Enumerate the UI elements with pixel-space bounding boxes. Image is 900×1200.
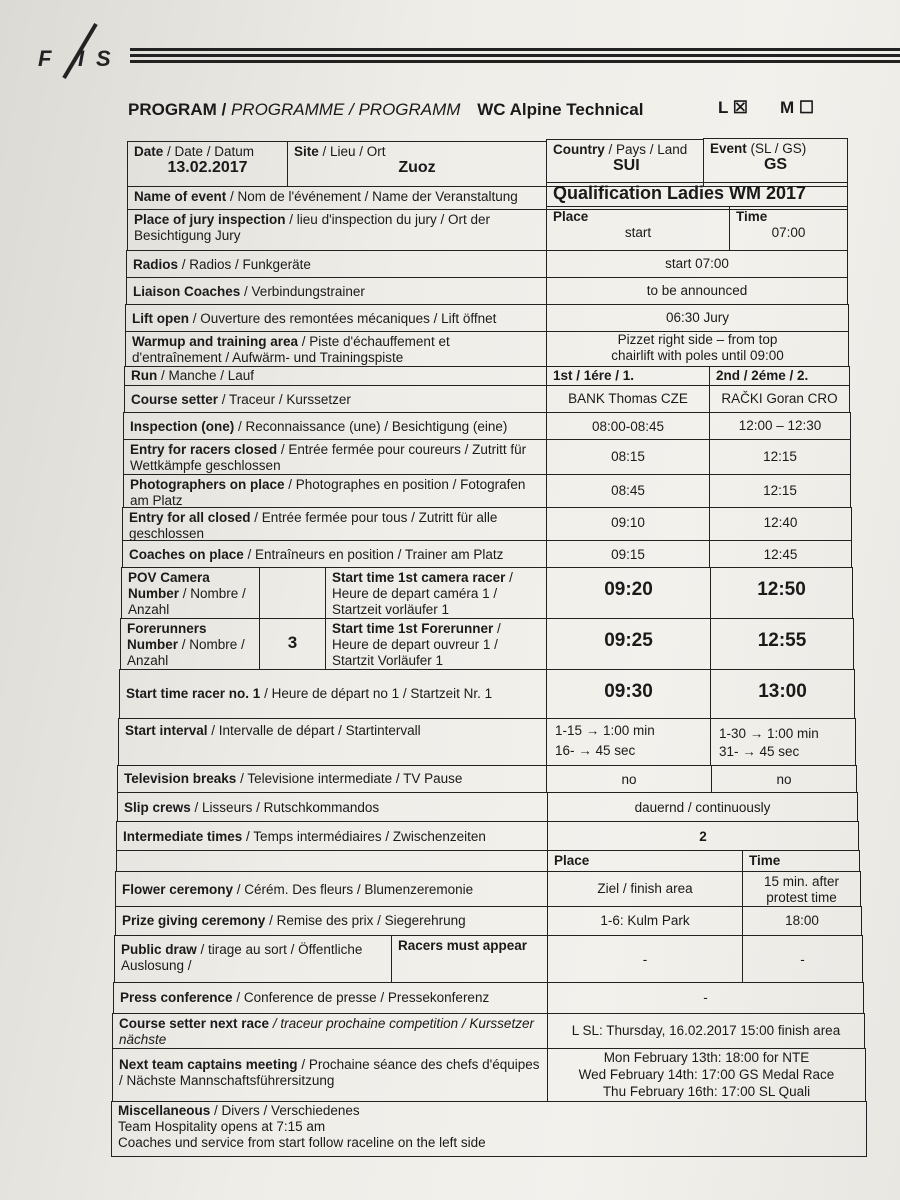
jury-time-cell: Time 07:00 bbox=[729, 206, 848, 251]
jury-time-value: 07:00 bbox=[771, 225, 806, 240]
draw-label: Public draw / tirage au sort / Öffentliche Auslosung / bbox=[114, 935, 392, 983]
pov-start-label: Start time 1st camera racer / Heure de depart caméra 1 / Startzeit vorläufer 1 bbox=[325, 567, 547, 619]
racer1-label: Start time racer no. 1 / Heure de départ no 1 / Startzeit Nr. 1 bbox=[119, 669, 547, 719]
name-of-event-value: Qualification Ladies WM 2017 bbox=[546, 182, 848, 210]
interval-1: 1-15 → 1:00 min 16- → 45 sec bbox=[546, 718, 711, 766]
lift-label: Lift open / Ouverture des remontées mécaniques / Lift öffnet bbox=[125, 304, 547, 332]
press-value: - bbox=[547, 982, 864, 1014]
entry-all-label: Entry for all closed / Entrée fermée pour tous / Zutritt für alle geschlossen bbox=[122, 507, 547, 541]
forerunner-1: 09:25 bbox=[546, 618, 711, 670]
prize-label: Prize giving ceremony / Remise des prix / Siegerehrung bbox=[115, 906, 548, 936]
captains-value: Mon February 13th: 18:00 for NTE Wed February 14th: 17:00 GS Medal Race Thu February 16th: 17:00 SL Quali bbox=[547, 1048, 866, 1102]
site-value: Zuoz bbox=[398, 159, 436, 176]
header-stripes bbox=[130, 48, 900, 66]
pov-1: 09:20 bbox=[546, 567, 711, 619]
pov-label: POV Camera Number / Nombre / Anzahl bbox=[121, 567, 260, 619]
next-setter-label: Course setter next race / traceur prochaine competition / Kurssetzer nächste bbox=[112, 1013, 548, 1049]
entry-racers-label: Entry for racers closed / Entrée fermée pour coureurs / Zutritt für Wettkämpfe geschlossen bbox=[123, 439, 547, 475]
date-cell: Date / Date / Datum 13.02.2017 bbox=[127, 141, 288, 187]
liaison-label: Liaison Coaches / Verbindungstrainer bbox=[126, 277, 547, 305]
document-title: WC Alpine Technical bbox=[477, 100, 644, 119]
forerunner-2: 12:55 bbox=[710, 618, 854, 670]
warmup-value: Pizzet right side – from top chairlift with poles until 09:00 bbox=[546, 331, 849, 367]
tv-1: no bbox=[546, 765, 712, 793]
photographers-label: Photographers on place / Photographes en position / Fotografen am Platz bbox=[123, 474, 547, 508]
misc-line-1: Team Hospitality opens at 7:15 am bbox=[118, 1119, 326, 1134]
prize-place: 1-6: Kulm Park bbox=[547, 906, 743, 936]
photographers-2: 12:15 bbox=[709, 474, 851, 508]
racer1-1: 09:30 bbox=[546, 669, 711, 719]
site-cell: Site / Lieu / Ort Zuoz bbox=[287, 141, 547, 187]
event-cell: Event (SL / GS) GS bbox=[703, 138, 848, 187]
forerunner-start-label: Start time 1st Forerunner / Heure de depart ouvreur 1 / Startzit Vorläufer 1 bbox=[325, 618, 547, 670]
coaches-2: 12:45 bbox=[709, 540, 852, 568]
run-2-head: 2nd / 2éme / 2. bbox=[709, 366, 850, 386]
interval-label: Start interval / Intervalle de départ / Startintervall bbox=[118, 718, 547, 766]
inspection-2: 12:00 – 12:30 bbox=[709, 412, 851, 440]
radios-value: start 07:00 bbox=[546, 250, 848, 278]
m-checkbox[interactable]: M ☐ bbox=[780, 98, 815, 117]
place-head: Place bbox=[547, 850, 743, 872]
slip-value: dauernd / continuously bbox=[547, 792, 858, 822]
flower-label: Flower ceremony / Cérém. Des fleurs / Blumenzeremonie bbox=[115, 871, 548, 907]
date-value: 13.02.2017 bbox=[167, 159, 248, 176]
prize-time: 18:00 bbox=[742, 906, 862, 936]
pov-2: 12:50 bbox=[710, 567, 853, 619]
forerunners-count: 3 bbox=[259, 618, 326, 670]
tv-label: Television breaks / Televisione intermediate / TV Pause bbox=[117, 765, 547, 793]
inspection-label: Inspection (one) / Reconnaissance (une) / Besichtigung (eine) bbox=[123, 412, 547, 440]
interval-2: 1-30 → 1:00 min 31- → 45 sec bbox=[710, 718, 856, 766]
draw-time: - bbox=[742, 935, 863, 983]
intermediate-label: Intermediate times / Temps intermédiaires / Zwischenzeiten bbox=[116, 821, 548, 851]
name-of-event-label: Name of event / Nom de l'événement / Name der Veranstaltung bbox=[127, 186, 547, 210]
warmup-label: Warmup and training area / Piste d'échauffement et d'entraînement / Aufwärm- und Trainingspiste bbox=[125, 331, 547, 367]
draw-appear: Racers must appear bbox=[391, 935, 548, 983]
document-header bbox=[128, 100, 848, 120]
country-cell: Country / Pays / Land SUI bbox=[546, 139, 704, 187]
pov-count bbox=[259, 567, 326, 619]
course-setter-2: RAČKI Goran CRO bbox=[709, 385, 850, 413]
coaches-1: 09:15 bbox=[546, 540, 710, 568]
program-label: PROGRAM / bbox=[128, 100, 231, 119]
captains-label: Next team captains meeting / Prochaine séance des chefs d'équipes / Nächste Mannschaftsführersitzung bbox=[112, 1048, 548, 1102]
run-label: Run / Manche / Lauf bbox=[124, 366, 547, 386]
entry-racers-1: 08:15 bbox=[546, 439, 710, 475]
l-checkbox[interactable]: L ☒ bbox=[718, 98, 749, 117]
programme-label: PROGRAMME / PROGRAMM bbox=[230, 100, 461, 119]
liaison-value: to be announced bbox=[546, 277, 848, 305]
svg-text:F: F bbox=[38, 46, 52, 71]
flower-time: 15 min. after protest time bbox=[742, 871, 861, 907]
jury-place-cell: Place start bbox=[546, 206, 730, 251]
country-value: SUI bbox=[613, 157, 640, 174]
svg-text:I: I bbox=[78, 46, 85, 71]
photographers-1: 08:45 bbox=[546, 474, 710, 508]
flower-place: Ziel / finish area bbox=[547, 871, 743, 907]
event-value: GS bbox=[763, 156, 788, 173]
forerunners-label: Forerunners Number / Nombre / Anzahl bbox=[120, 618, 260, 670]
press-label: Press conference / Conference de presse / Pressekonferenz bbox=[113, 982, 548, 1014]
svg-text:S: S bbox=[96, 46, 111, 71]
course-setter-label: Course setter / Traceur / Kurssetzer bbox=[124, 385, 547, 413]
jury-place-value: start bbox=[624, 225, 652, 240]
coaches-label: Coaches on place / Entraîneurs en position / Trainer am Platz bbox=[122, 540, 547, 568]
next-setter-value: L SL: Thursday, 16.02.2017 15:00 finish area bbox=[547, 1013, 865, 1049]
misc-cell: Miscellaneous / Divers / Verschiedenes Team Hospitality opens at 7:15 am Coaches und service from start follow raceline on the left side bbox=[111, 1101, 867, 1157]
entry-all-1: 09:10 bbox=[546, 507, 710, 541]
time-head: Time bbox=[742, 850, 860, 872]
intermediate-value: 2 bbox=[547, 821, 859, 851]
blank-cell bbox=[116, 850, 548, 872]
draw-place: - bbox=[547, 935, 743, 983]
racer1-2: 13:00 bbox=[710, 669, 855, 719]
tv-2: no bbox=[711, 765, 857, 793]
jury-inspection-label: Place of jury inspection / lieu d'inspection du jury / Ort der Besichtigung Jury bbox=[127, 209, 547, 251]
lift-value: 06:30 Jury bbox=[546, 304, 849, 332]
slip-label: Slip crews / Lisseurs / Rutschkommandos bbox=[117, 792, 548, 822]
fis-logo bbox=[34, 20, 124, 80]
misc-line-2: Coaches und service from start follow raceline on the left side bbox=[118, 1135, 486, 1150]
radios-label: Radios / Radios / Funkgeräte bbox=[126, 250, 547, 278]
run-1-head: 1st / 1ére / 1. bbox=[546, 366, 710, 386]
inspection-1: 08:00-08:45 bbox=[546, 412, 710, 440]
entry-racers-2: 12:15 bbox=[709, 439, 851, 475]
course-setter-1: BANK Thomas CZE bbox=[546, 385, 710, 413]
entry-all-2: 12:40 bbox=[709, 507, 852, 541]
